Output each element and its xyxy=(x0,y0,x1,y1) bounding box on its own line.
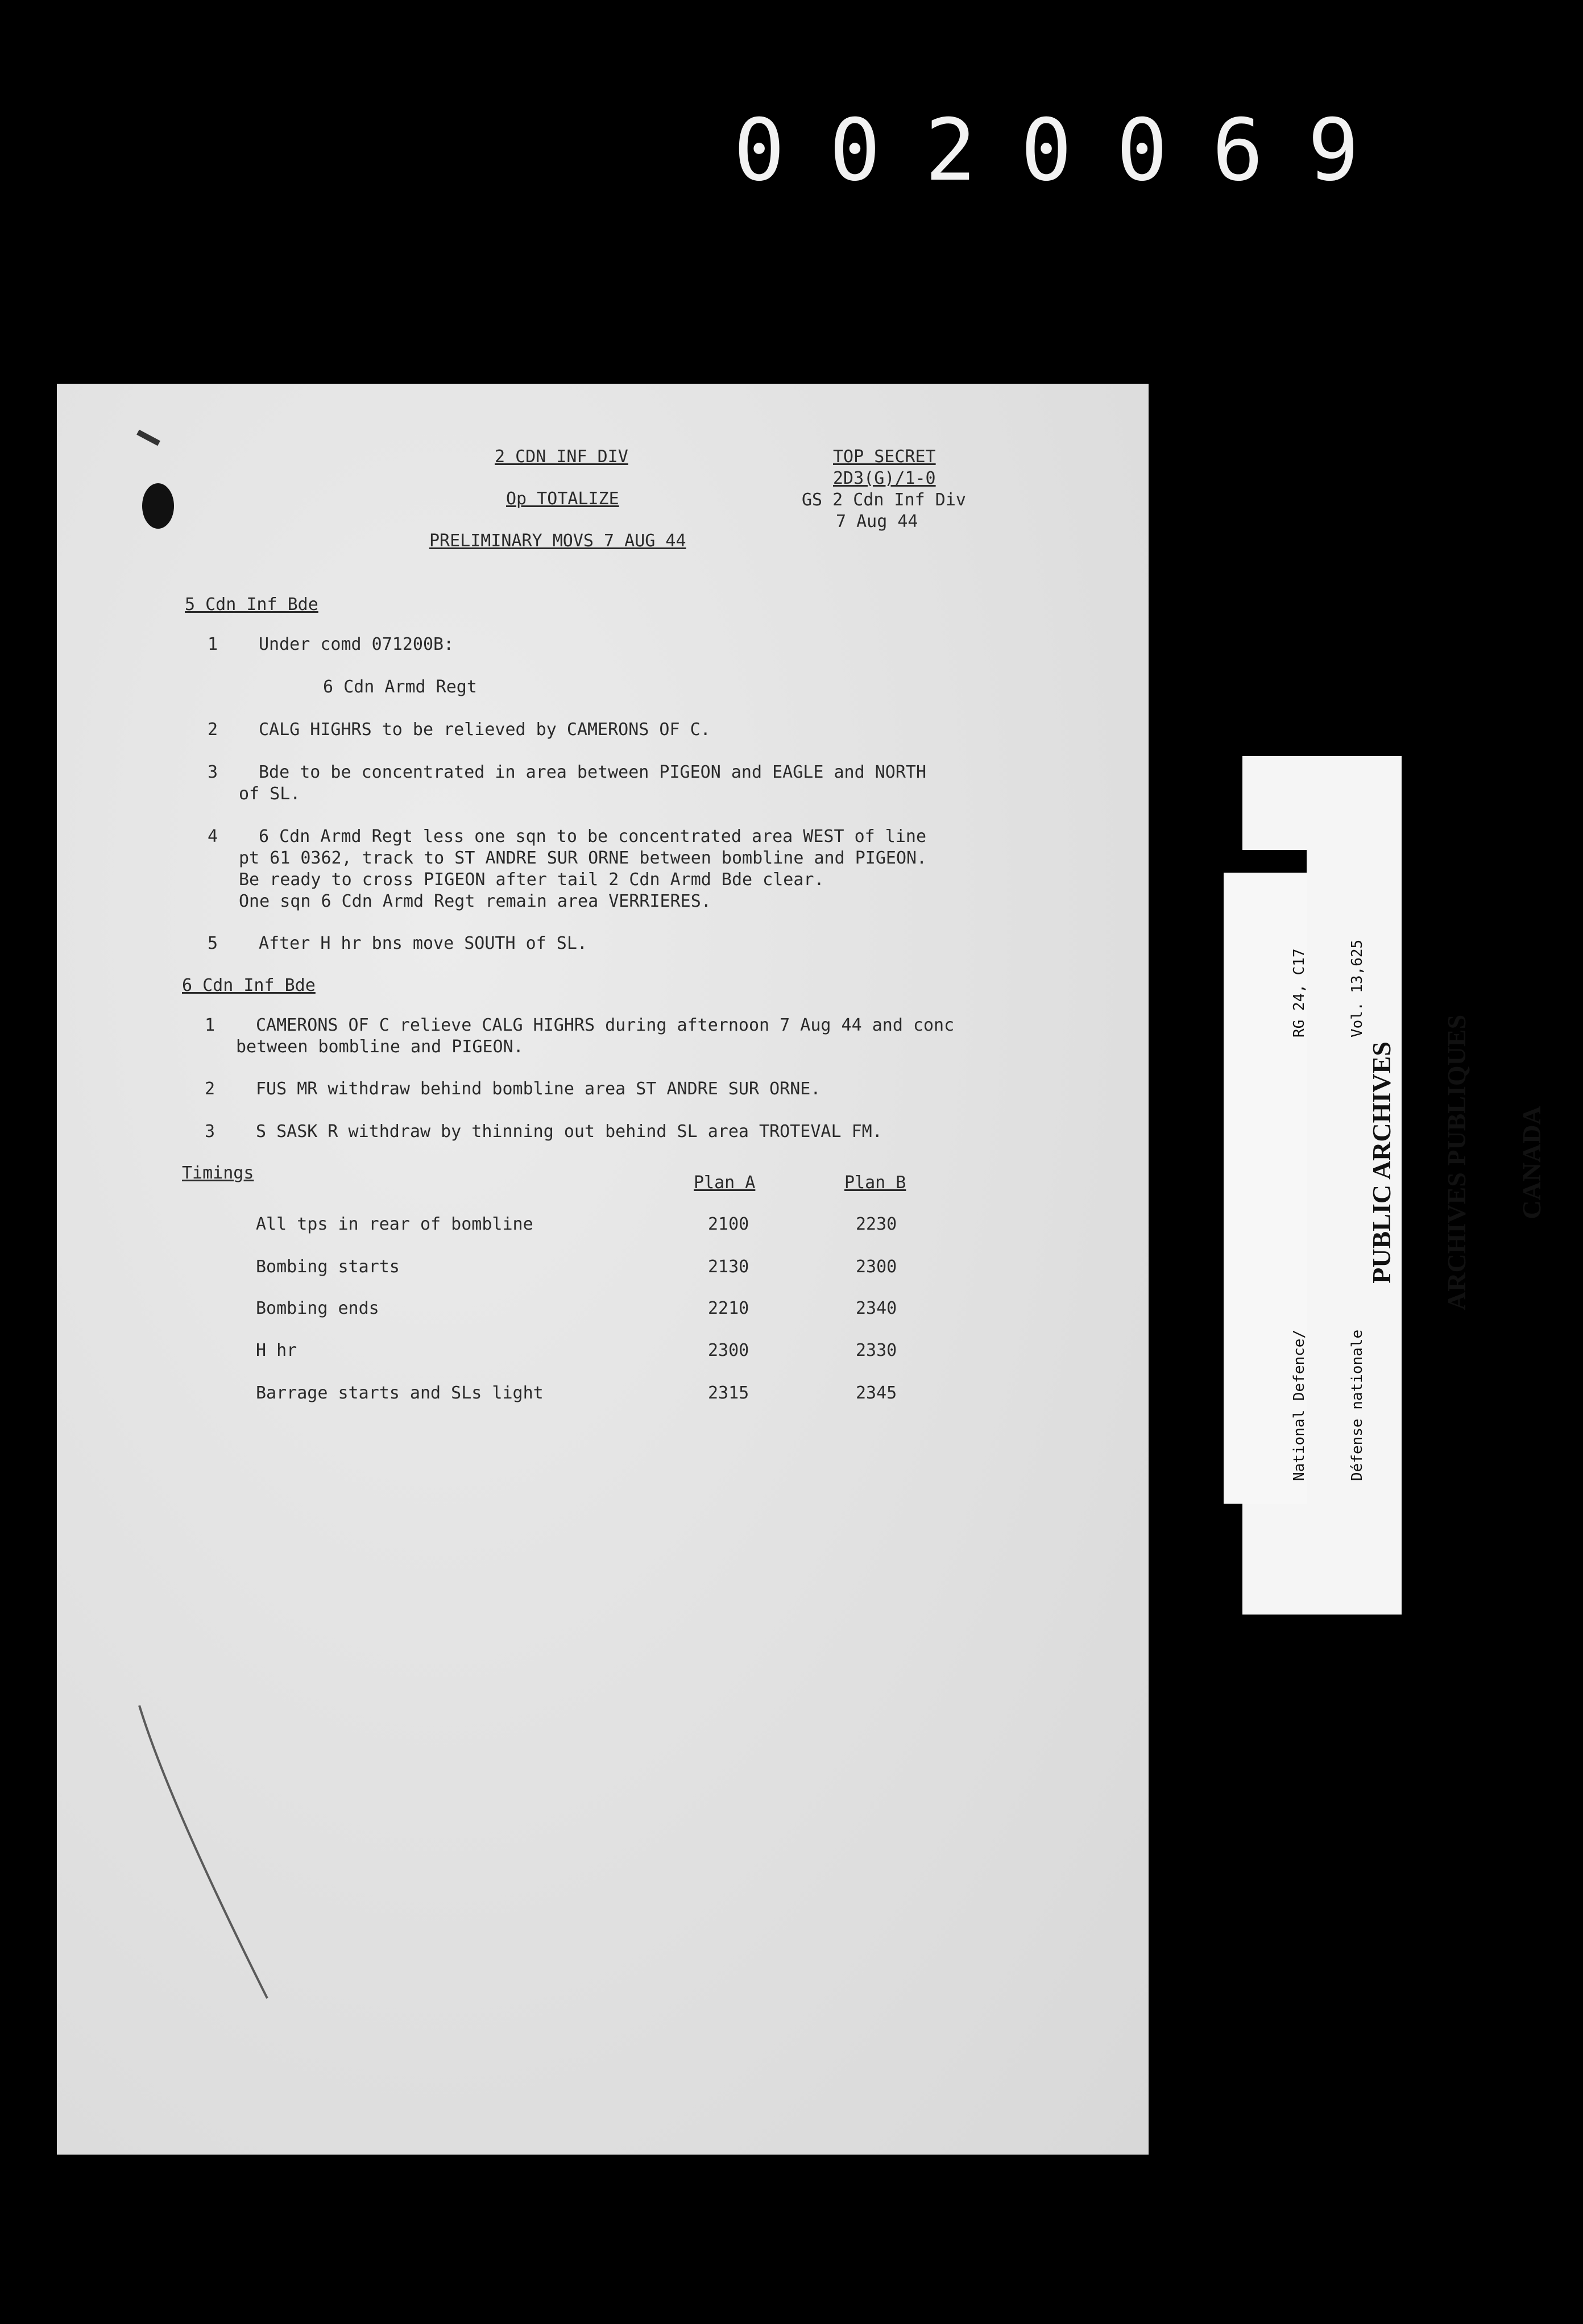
department-line-2: Défense nationale xyxy=(1349,1329,1366,1481)
plan-a-header: Plan A xyxy=(694,1173,756,1193)
section-5-title: 5 Cdn Inf Bde xyxy=(185,595,318,615)
pencil-stroke xyxy=(136,1703,307,2021)
archive-seal-text xyxy=(1319,1015,1569,1310)
department-line-1: National Defence/ xyxy=(1291,1329,1308,1481)
operation-heading: Op TOTALIZE xyxy=(506,489,619,509)
timing-plan-b: 2230 xyxy=(856,1214,897,1234)
security-classification: TOP SECRET xyxy=(833,447,936,467)
timing-plan-a: 2130 xyxy=(708,1257,749,1277)
origin-line: GS 2 Cdn Inf Div xyxy=(802,490,966,510)
timing-plan-b: 2300 xyxy=(856,1257,897,1277)
timing-plan-a: 2210 xyxy=(708,1298,749,1318)
item-line: CALG HIGHRS to be relieved by CAMERONS OF C. xyxy=(259,720,711,740)
item-line: After H hr bns move SOUTH of SL. xyxy=(259,933,587,953)
item-number: 1 xyxy=(208,634,218,654)
timing-label: Bombing ends xyxy=(256,1298,379,1318)
item-line: FUS MR withdraw behind bombline area ST ANDRE SUR ORNE. xyxy=(256,1079,821,1099)
item-number: 4 xyxy=(208,827,218,846)
file-reference: 2D3(G)/1-0 xyxy=(833,468,936,488)
division-heading: 2 CDN INF DIV xyxy=(495,447,628,467)
timing-plan-b: 2345 xyxy=(856,1383,897,1403)
timing-label: All tps in rear of bombline xyxy=(256,1214,533,1234)
item-number: 2 xyxy=(205,1079,216,1099)
timing-plan-b: 2340 xyxy=(856,1298,897,1318)
item-line: of SL. xyxy=(239,784,301,804)
timing-plan-a: 2100 xyxy=(708,1214,749,1234)
microfilm-frame-number: 0020069 xyxy=(734,101,1404,200)
item-line: 6 Cdn Armd Regt xyxy=(323,677,477,697)
item-line: S SASK R withdraw by thinning out behind SL area TROTEVAL FM. xyxy=(256,1122,882,1142)
item-line: Bde to be concentrated in area between PIGEON and EAGLE and NORTH xyxy=(259,762,926,782)
timing-plan-b: 2330 xyxy=(856,1341,897,1360)
item-line: Be ready to cross PIGEON after tail 2 Cdn Armd Bde clear. xyxy=(239,870,824,890)
item-number: 1 xyxy=(205,1015,216,1035)
item-number: 3 xyxy=(208,762,218,782)
archive-department xyxy=(1251,1330,1386,1481)
section-6-title: 6 Cdn Inf Bde xyxy=(182,976,316,995)
item-number: 3 xyxy=(205,1122,216,1142)
item-line: 6 Cdn Armd Regt less one sqn to be concentrated area WEST of line xyxy=(259,827,926,846)
reference-line-1: RG 24, C17 xyxy=(1291,948,1308,1038)
timings-title: Timings xyxy=(182,1163,254,1183)
timing-label: Barrage starts and SLs light xyxy=(256,1383,544,1403)
archive-line-1: PUBLIC ARCHIVES xyxy=(1367,1041,1396,1284)
archive-line-3: CANADA xyxy=(1517,1106,1546,1219)
item-line: between bombline and PIGEON. xyxy=(236,1037,524,1057)
archive-line-2: ARCHIVES PUBLIQUES xyxy=(1442,1014,1471,1310)
timing-label: Bombing starts xyxy=(256,1257,400,1277)
timing-plan-a: 2300 xyxy=(708,1341,749,1360)
item-line: pt 61 0362, track to ST ANDRE SUR ORNE between bombline and PIGEON. xyxy=(239,848,927,868)
reference-line-2: Vol. 13,625 xyxy=(1349,939,1366,1038)
item-line: Under comd 071200B: xyxy=(259,634,454,654)
item-line: CAMERONS OF C relieve CALG HIGHRS during afternoon 7 Aug 44 and conc xyxy=(256,1015,955,1035)
document-date: 7 Aug 44 xyxy=(836,512,918,532)
document-page xyxy=(57,384,1149,2155)
item-number: 2 xyxy=(208,720,218,740)
item-line: One sqn 6 Cdn Armd Regt remain area VERRIERES. xyxy=(239,891,711,911)
item-number: 5 xyxy=(208,933,218,953)
timing-label: H hr xyxy=(256,1341,297,1360)
plan-b-header: Plan B xyxy=(844,1173,906,1193)
timing-plan-a: 2315 xyxy=(708,1383,749,1403)
subject-heading: PRELIMINARY MOVS 7 AUG 44 xyxy=(429,531,686,551)
